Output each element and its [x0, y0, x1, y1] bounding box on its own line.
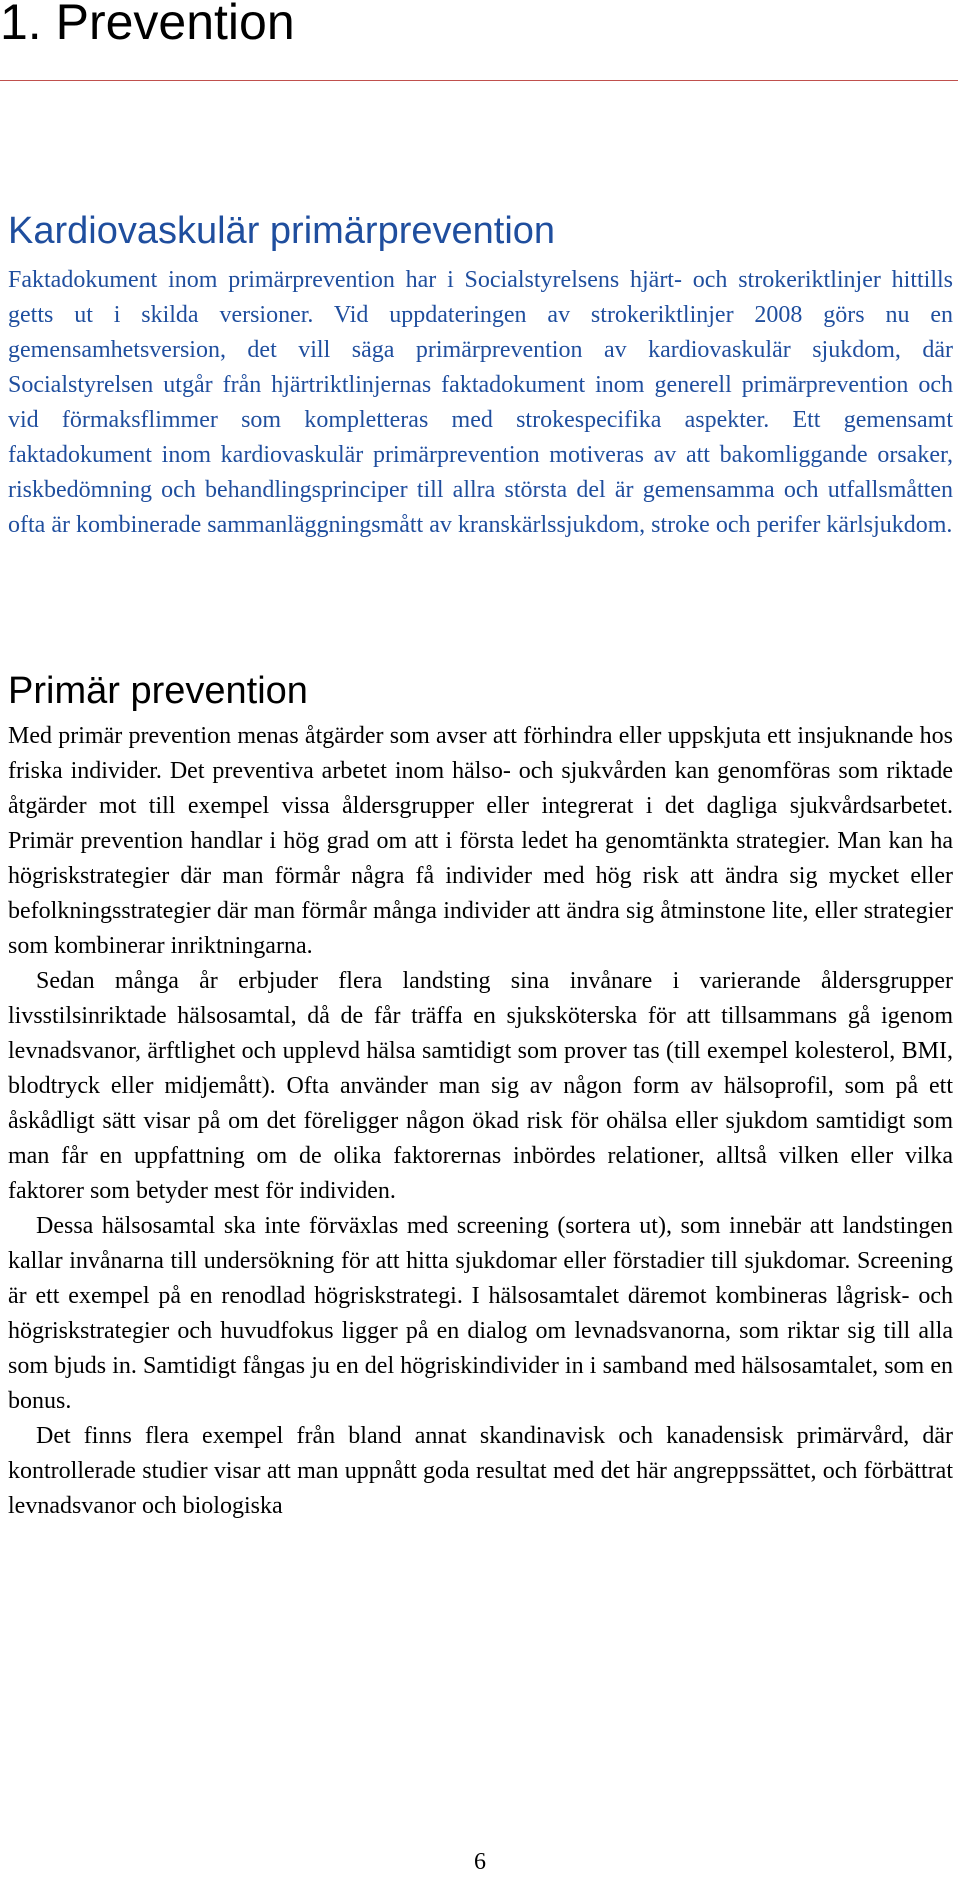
paragraph-primar-1: Med primär prevention menas åtgärder som avser att förhindra eller uppskjuta ett insjuknande hos friska individer. Det preventiva arbetet inom hälso- och sjukvården kan genomföras som riktade åtgärder mot till exempel vissa åldersgrupper eller integrerat i det dagliga sjukvårdsarbetet. Primär prevention handlar i hög grad om att i första ledet ha genomtänkta strategier. Man kan ha högriskstrategier där man förmår några få individer med hög risk att ändra sig mycket eller befolkningsstrategier där man förmår många individer att ändra sig åtminstone lite, eller strategier som kombinerar inriktningarna. — [8, 723, 953, 959]
chapter-divider — [0, 80, 958, 81]
page-number: 6 — [474, 1849, 486, 1875]
paragraph-kardiovaskular: Faktadokument inom primärprevention har i Socialstyrelsens hjärt- och strokeriktlinjer hittills getts ut i skilda versioner. Vid uppdateringen av strokeriktlinjer 2008 görs nu en gemensamhetsversion, det vill säga primärprevention av kardiovaskulär sjukdom, där Socialstyrelsen utgår från hjärtriktlinjernas faktadokument inom generell primärprevention och vid förmaksflimmer som kompletteras med strokespecifika aspekter. Ett gemensamt faktadokument inom kardiovaskulär primärprevention motiveras av att bakomliggande orsaker, riskbedömning och behandlingsprinciper till allra största del är gemensamma och utfallsmåtten ofta är kombinerade sammanläggningsmått av kranskärlssjukdom, stroke och perifer kärlsjukdom. — [8, 267, 953, 538]
paragraph-primar-4: Det finns flera exempel från bland annat skandinavisk och kanadensisk primärvård, där kontrollerade studier visar att man uppnått goda resultat med det här angreppssättet, och förbättrat levnadsvanor och biologiska — [8, 1423, 953, 1519]
paragraph-primar-3: Dessa hälsosamtal ska inte förväxlas med screening (sortera ut), som innebär att landstingen kallar invånarna till undersökning för att hitta sjukdomar eller förstadier till sjukdomar. Screening är ett exempel på en renodlad högriskstrategi. I hälsosamtalet däremot kombineras lågrisk- och högriskstrategier och huvudfokus ligger på en dialog om levnadsvanorna, som riktar sig till alla som bjuds in. Samtidigt fångas ju en del högriskindivider in i samband med hälsosamtalet, som en bonus. — [8, 1213, 953, 1414]
section-heading-primar-prevention: Primär prevention — [8, 670, 308, 712]
section-heading-kardiovaskular: Kardiovaskulär primärprevention — [8, 210, 556, 252]
section-kardiovaskular — [8, 205, 953, 543]
section-primar-prevention — [8, 665, 953, 1524]
chapter-title: 1. Prevention — [0, 0, 295, 50]
paragraph-primar-2: Sedan många år erbjuder flera landsting sina invånare i varierande åldersgrupper livsstilsinriktade hälsosamtal, då de får träffa en sjuksköterska för att tillsammans gå igenom levnadsvanor, ärftlighet och upplevd hälsa samtidigt som prover tas (till exempel kolesterol, BMI, blodtryck eller midjemått). Ofta använder man sig av någon form av hälsoprofil, som på ett åskådligt sätt visar på om det föreligger någon ökad risk för ohälsa eller sjukdom samtidigt som man får en uppfattning om de olika faktorernas inbördes relationer, alltså vilken eller vilka faktorer som betyder mest för individen. — [8, 968, 953, 1204]
